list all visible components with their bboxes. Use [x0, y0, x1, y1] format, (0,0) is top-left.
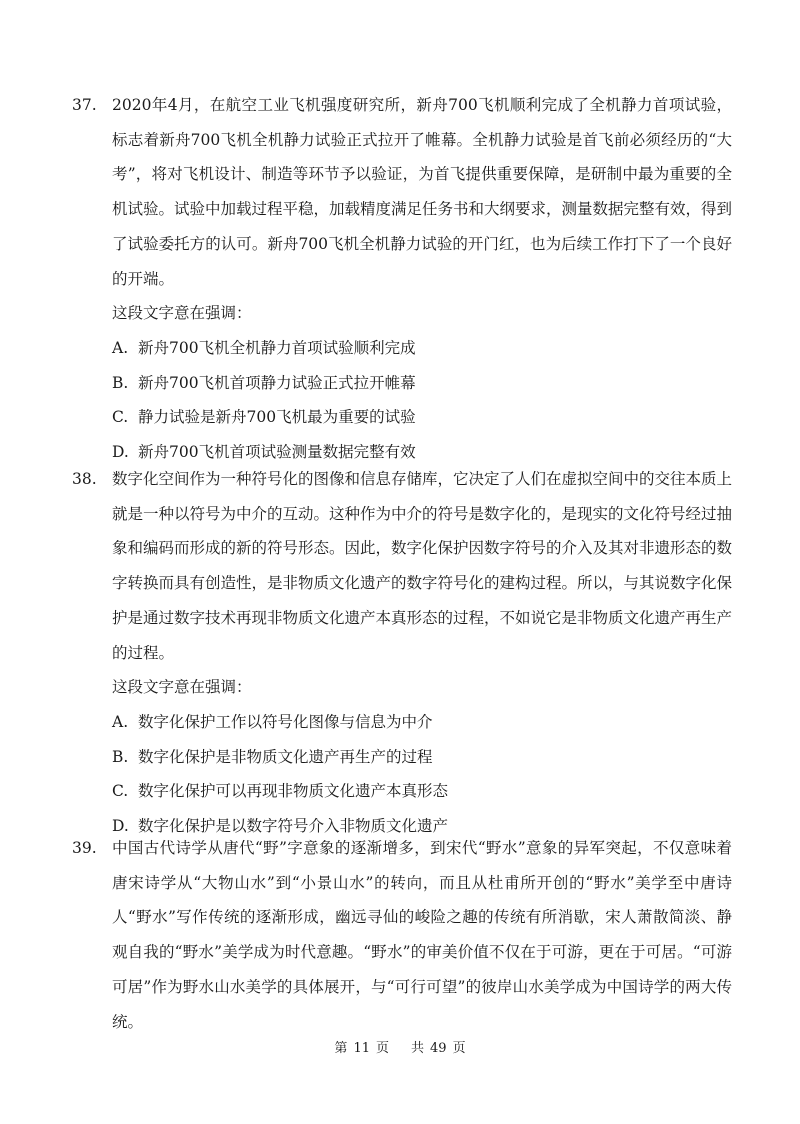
option-text: 新舟700飞机全机静力首项试验顺利完成 [138, 338, 416, 357]
page-label-prefix: 第 [334, 1041, 348, 1056]
option-key: D. [112, 817, 129, 836]
question-38 [72, 462, 732, 844]
option-a [112, 331, 732, 366]
question-prompt: 这段文字意在强调： [112, 678, 252, 697]
option-text: 静力试验是新舟700飞机最为重要的试验 [138, 408, 416, 427]
question-number: 39. [72, 839, 97, 857]
option-text: 新舟700飞机首项静力试验正式拉开帷幕 [138, 373, 416, 392]
total-label-prefix: 共 [411, 1041, 425, 1056]
page-footer [0, 1040, 800, 1058]
option-list [112, 331, 732, 470]
option-b [112, 740, 732, 775]
question-number: 38. [72, 470, 97, 488]
question-stem: 2020年4月，在航空工业飞机强度研究所，新舟700飞机顺利完成了全机静力首项试验，标志着新舟700飞机全机静力试验正式拉开了帷幕。全机静力试验是首飞前必须经历的“大考”，将对飞机设计、制造等环节予以验证，为首飞提供重要保障，是研制中最为重要的全机试验。试验中加载过程平稳，加载精度满足任务书和大纲要求，测量数据完整有效，得到了试验委托方的认可。新舟700飞机全机静力试验的开门红，也为后续工作打下了一个良好的开端。 [112, 96, 733, 288]
question-number: 37. [72, 96, 97, 114]
option-text: 新舟700飞机首项试验测量数据完整有效 [138, 443, 416, 462]
option-a [112, 705, 732, 740]
option-key: B. [112, 373, 129, 392]
option-b [112, 366, 732, 401]
page-total: 49 [430, 1041, 447, 1056]
option-key: D. [112, 443, 129, 462]
option-text: 数字化保护可以再现非物质文化遗产本真形态 [138, 782, 449, 801]
option-key: B. [112, 747, 129, 766]
option-key: A. [112, 712, 129, 731]
question-stem: 数字化空间作为一种符号化的图像和信息存储库，它决定了人们在虚拟空间中的交往本质上就是一种以符号为中介的互动。这种作为中介的符号是数字化的，是现实的文化符号经过抽象和编码而形成的新的符号形态。因此，数字化保护因数字符号的介入及其对非遗形态的数字转换而具有创造性，是非物质文化遗产的数字符号化的建构过程。所以，与其说数字化保护是通过数字技术再现非物质文化遗产本真形态的过程，不如说它是非物质文化遗产再生产的过程。 [112, 470, 733, 662]
option-list [112, 705, 732, 844]
option-c [112, 400, 732, 435]
total-label-suffix: 页 [452, 1041, 466, 1056]
option-text: 数字化保护工作以符号化图像与信息为中介 [138, 712, 433, 731]
question-39 [72, 831, 732, 1039]
option-text: 数字化保护是非物质文化遗产再生产的过程 [138, 747, 433, 766]
option-key: A. [112, 338, 129, 357]
option-c [112, 774, 732, 809]
question-37 [72, 88, 732, 470]
option-key: C. [112, 782, 129, 801]
page-current: 11 [353, 1041, 370, 1056]
question-prompt: 这段文字意在强调： [112, 304, 252, 323]
option-text: 数字化保护是以数字符号介入非物质文化遗产 [138, 817, 449, 836]
question-stem: 中国古代诗学从唐代“野”字意象的逐渐增多，到宋代“野水”意象的异军突起，不仅意味着唐宋诗学从“大物山水”到“小景山水”的转向，而且从杜甫所开创的“野水”美学至中唐诗人“野水”写作传统的逐渐形成，幽远寻仙的峻险之趣的传统有所消歇，宋人萧散简淡、静观自我的“野水”美学成为时代意趣。“野水”的审美价值不仅在于可游，更在于可居。“可游可居”作为野水山水美学的具体展开，与“可行可望”的彼岸山水美学成为中国诗学的两大传统。 [112, 839, 732, 1031]
option-key: C. [112, 408, 129, 427]
page-label-suffix: 页 [375, 1041, 389, 1056]
